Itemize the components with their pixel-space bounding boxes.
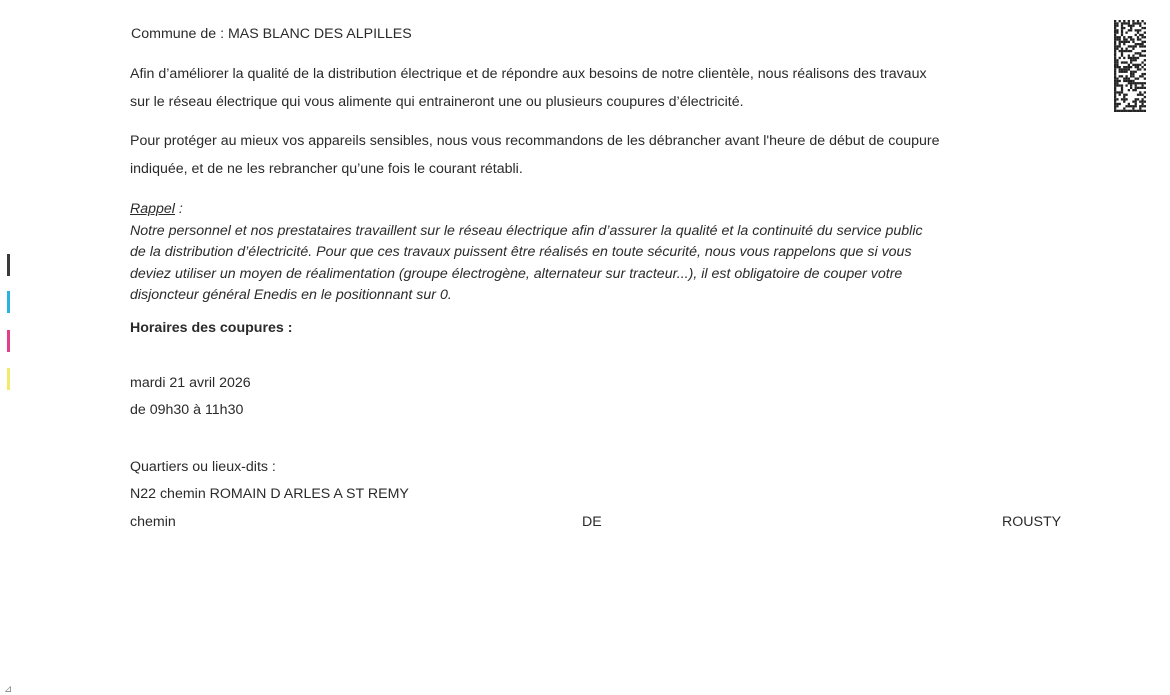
rappel-block (130, 199, 923, 307)
schedule-heading: Horaires des coupures : (130, 320, 293, 336)
outage-date: mardi 21 avril 2026 (130, 375, 251, 391)
commune-line: Commune de : MAS BLANC DES ALPILLES (131, 26, 412, 42)
rappel-line: disjoncteur général Enedis en le positionnant sur 0. (130, 287, 452, 304)
rappel-heading (130, 199, 923, 221)
corner-scan-mark: ⊿ (4, 684, 13, 695)
print-mark-magenta (7, 330, 10, 352)
protection-line: indiquée, et de ne les rebrancher qu’une fois le courant rétabli. (130, 160, 523, 177)
locations-heading: Quartiers ou lieux-dits : (130, 459, 276, 475)
print-mark-cyan (7, 291, 10, 313)
print-mark-yellow (7, 368, 10, 390)
protection-line: Pour protéger au mieux vos appareils sensibles, nous vous recommandons de les débrancher avant l'heure de début de coupure (130, 133, 940, 149)
location-col-prefix: DE (582, 514, 602, 530)
rappel-line: Notre personnel et nos prestataires travaillent sur le réseau électrique afin d’assurer la qualité et la continuité du service public (130, 222, 923, 239)
intro-paragraph (130, 61, 1070, 116)
location-col-name: ROUSTY (1002, 514, 1062, 530)
outage-time: de 09h30 à 11h30 (130, 402, 244, 418)
rappel-line: de la distribution d’électricité. Pour que ces travaux puissent être réalisés en toute sécurité, nous vous rappelons que si vous (130, 244, 912, 261)
intro-line: sur le réseau électrique qui vous alimente qui entraineront une ou plusieurs coupures d’électricité. (130, 93, 744, 110)
location-address: N22 chemin ROMAIN D ARLES A ST REMY (130, 486, 409, 502)
intro-line: Afin d’améliorer la qualité de la distribution électrique et de répondre aux besoins de notre clientèle, nous réalisons des travaux (130, 66, 927, 82)
protection-paragraph (130, 128, 1070, 183)
datamatrix-barcode (1114, 20, 1146, 112)
rappel-label-suffix: : (174, 201, 183, 217)
rappel-line: deviez utiliser un moyen de réalimentation (groupe électrogène, alternateur sur tracteur...), il est obligatoire de couper votre (130, 265, 903, 282)
location-col-type: chemin (130, 514, 176, 530)
print-mark-black (7, 254, 10, 276)
rappel-label: Rappel (130, 201, 175, 217)
